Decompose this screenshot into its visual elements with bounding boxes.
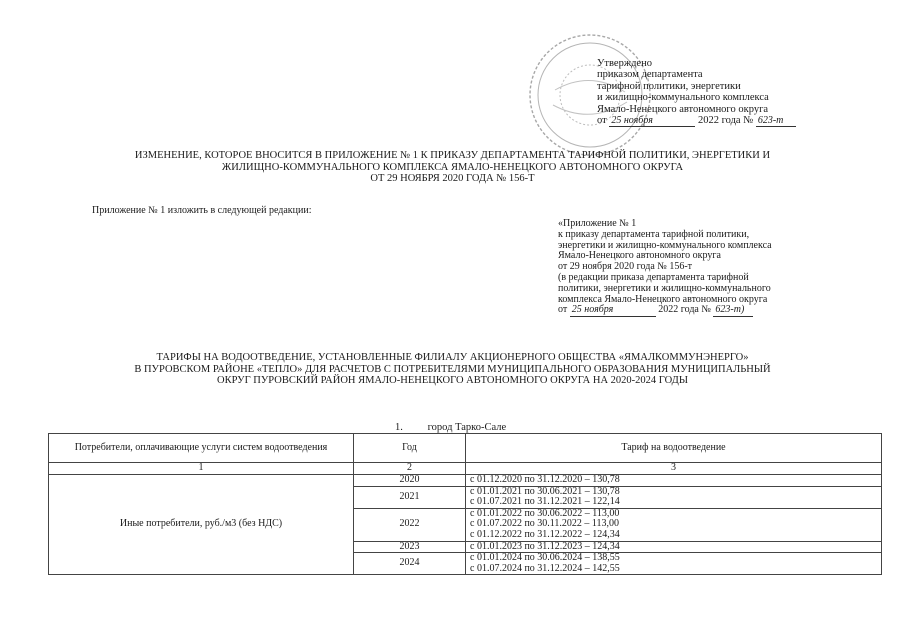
intro-text: Приложение № 1 изложить в следующей редакции: [92, 205, 312, 216]
table-row [49, 475, 882, 487]
handwritten-date: 25 ноября [570, 305, 656, 317]
annex-date-line [558, 305, 772, 317]
tariff-period: с 01.01.2021 по 30.06.2021 – 130,78 [470, 485, 620, 497]
tariff-period: с 01.01.2022 по 30.06.2022 – 113,00 [470, 507, 620, 519]
annex-line: Ямало-Ненецкого автономного округа [558, 250, 721, 262]
approval-date-prefix: от [597, 115, 607, 127]
annex-line: к приказу департамента тарифной политики, [558, 228, 750, 240]
index-cell: 3 [466, 463, 882, 475]
tariff-cell [466, 541, 882, 553]
annex-line: энергетики и жилищно-коммунального комплекса [558, 239, 772, 251]
year-cell: 2024 [354, 553, 466, 575]
section-number: 1. [395, 422, 403, 433]
approval-line: тарифной политики, энергетики [597, 80, 741, 92]
consumer-cell: Иные потребители, руб./м3 (без НДС) [49, 475, 354, 575]
tariff-period: с 01.01.2024 по 30.06.2024 – 138,55 [470, 552, 620, 564]
tariff-period: с 01.07.2024 по 31.12.2024 – 142,55 [470, 562, 620, 574]
approval-date-line [597, 115, 796, 127]
tariff-title-line: ОКРУГ ПУРОВСКИЙ РАЙОН ЯМАЛО-НЕНЕЦКОГО АВТОНОМНОГО ОКРУГА НА 2020-2024 ГОДЫ [217, 375, 688, 386]
tariff-title-line: В ПУРОВСКОМ РАЙОНЕ «ТЕПЛО» ДЛЯ РАСЧЕТОВ С ПОТРЕБИТЕЛЯМИ МУНИЦИПАЛЬНОГО ОБРАЗОВАНИЯ МУНИЦИПАЛЬНЫЙ [134, 363, 771, 375]
tariff-table [48, 433, 882, 575]
tariff-cell [466, 486, 882, 508]
index-cell: 1 [49, 463, 354, 475]
annex-line: от 29 ноября 2020 года № 156-т [558, 261, 693, 273]
document-title-line: ИЗМЕНЕНИЕ, КОТОРОЕ ВНОСИТСЯ В ПРИЛОЖЕНИЕ № 1 К ПРИКАЗУ ДЕПАРТАМЕНТА ТАРИФНОЙ ПОЛИТИКИ, ЭНЕРГЕТИКИ И [134, 150, 771, 161]
year-cell: 2022 [354, 508, 466, 541]
tariff-title-line: ТАРИФЫ НА ВОДООТВЕДЕНИЕ, УСТАНОВЛЕННЫЕ ФИЛИАЛУ АКЦИОНЕРНОГО ОБЩЕСТВА «ЯМАЛКОММУНЭНЕРГО» [156, 352, 749, 363]
tariff-cell [466, 553, 882, 575]
header-tariff: Тариф на водоотведение [466, 434, 882, 463]
handwritten-date: 25 ноября [609, 115, 695, 127]
year-cell: 2021 [354, 486, 466, 508]
section-name: город Тарко-Сале [427, 422, 507, 433]
approval-line: и жилищно-коммунального комплекса [597, 92, 769, 104]
handwritten-order-number: 623-т [756, 115, 796, 127]
year-cell: 2020 [354, 475, 466, 487]
approval-block [597, 58, 796, 127]
index-cell: 2 [354, 463, 466, 475]
document-title [40, 150, 865, 185]
approval-date-year: 2022 года № [697, 115, 754, 127]
table-index-row [49, 463, 882, 475]
document-title-line: ОТ 29 НОЯБРЯ 2020 ГОДА № 156-Т [370, 173, 535, 184]
approval-line: Ямало-Ненецкого автономного округа [597, 103, 769, 115]
tariff-period: с 01.12.2022 по 31.12.2022 – 124,34 [470, 528, 620, 540]
document-title-line: ЖИЛИЩНО-КОММУНАЛЬНОГО КОМПЛЕКСА ЯМАЛО-НЕНЕЦКОГО АВТОНОМНОГО ОКРУГА [221, 161, 684, 173]
tariff-period: с 01.12.2020 по 31.12.2020 – 130,78 [470, 474, 620, 485]
table-header-row [49, 434, 882, 463]
tariff-cell [466, 475, 882, 487]
tariff-period: с 01.07.2022 по 30.11.2022 – 113,00 [470, 518, 620, 530]
tariff-title [30, 352, 875, 387]
annex-line: (в редакции приказа департамента тарифной [558, 271, 749, 283]
tariff-period: с 01.07.2021 по 31.12.2021 – 122,14 [470, 496, 620, 508]
annex-line: политики, энергетики и жилищно-коммунального [558, 282, 771, 294]
tariff-period: с 01.01.2023 по 31.12.2023 – 124,34 [470, 540, 620, 552]
annex-line: «Приложение № 1 [558, 218, 637, 229]
annex-header-block [558, 219, 772, 317]
year-cell: 2023 [354, 541, 466, 553]
approval-line: Утверждено [597, 58, 652, 69]
annex-line: комплекса Ямало-Ненецкого автономного округа [558, 293, 768, 305]
section-heading [395, 422, 506, 433]
annex-date-year: 2022 года № [658, 304, 711, 316]
approval-line: приказом департамента [597, 69, 703, 81]
handwritten-order-number: 623-т) [713, 305, 753, 317]
tariff-cell [466, 508, 882, 541]
header-year: Год [354, 434, 466, 463]
header-consumers: Потребители, оплачивающие услуги систем водоотведения [49, 434, 354, 463]
annex-date-prefix: от [558, 304, 568, 316]
